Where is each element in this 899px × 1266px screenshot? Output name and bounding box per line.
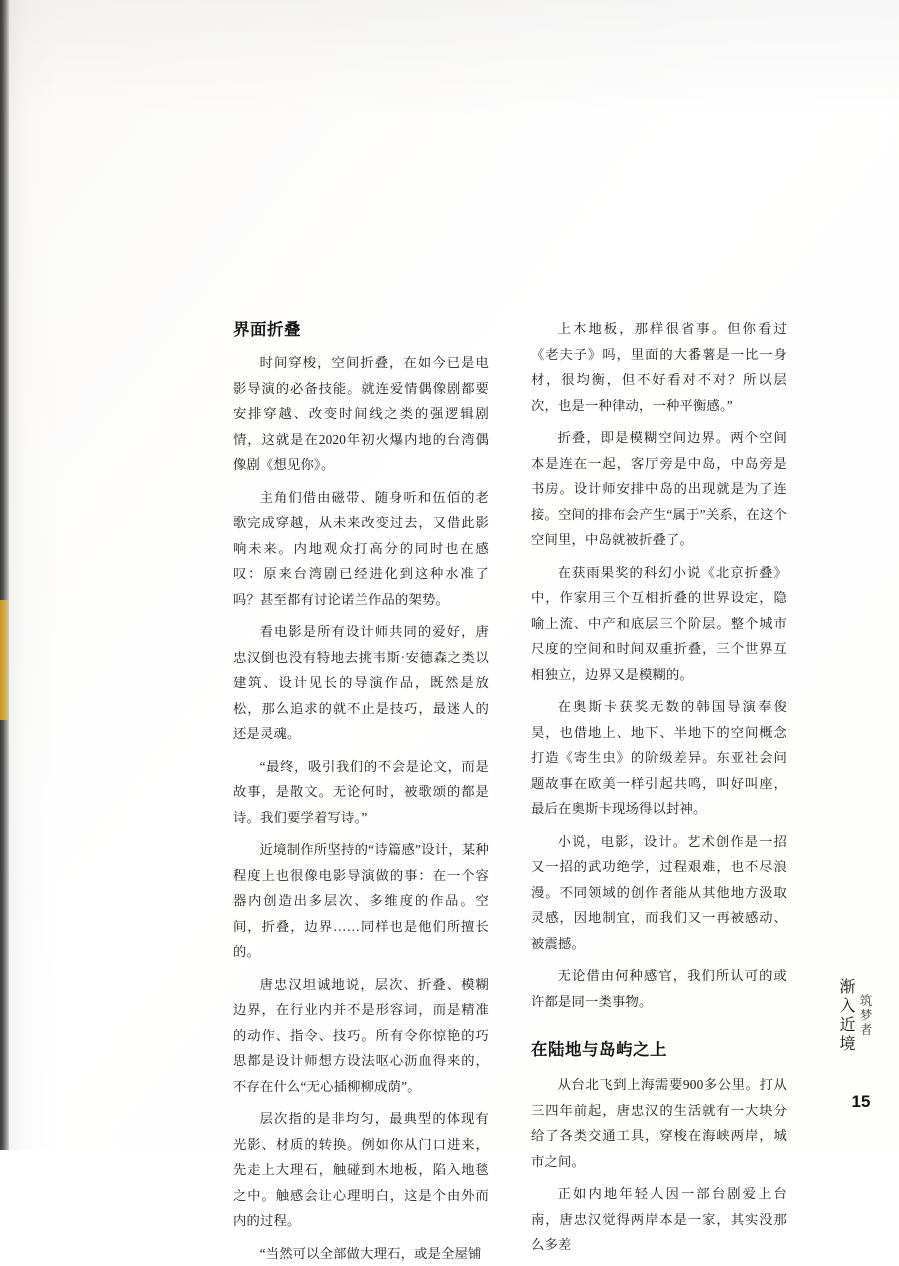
paragraph: 看电影是所有设计师共同的爱好，唐忠汉倒也没有特地去挑韦斯·安德森之类以建筑、设计见长的导演作品，既然是放松，那么追求的就不止是技巧，最迷人的还是灵魂。: [233, 619, 489, 747]
page-edge-accent: [0, 600, 9, 720]
paragraph: 小说，电影，设计。艺术创作是一招又一招的武功绝学，过程艰难，也不尽浪漫。不同领域的创作者能从其他地方汲取灵感，因地制宜，而我们又一再被感动、被震撼。: [531, 829, 787, 957]
paragraph: “当然可以全部做大理石，或是全屋铺: [233, 1241, 489, 1266]
page-edge-shadow: [0, 0, 9, 1150]
sidebar-series-label: 筑梦者: [858, 994, 872, 1038]
right-column: [531, 316, 787, 1126]
page-number: 15: [847, 1092, 875, 1112]
paragraph: “最终，吸引我们的不会是论文，而是故事，是散文。无论何时，被歌颂的都是诗。我们要学着写诗。”: [233, 754, 489, 831]
paragraph: 上木地板，那样很省事。但你看过《老夫子》吗，里面的大番薯是一比一身材，很均衡，但不好看对不对？所以层次，也是一种律动，一种平衡感。”: [531, 316, 787, 418]
paragraph: 正如内地年轻人因一部台剧爱上台南，唐忠汉觉得两岸本是一家，其实没那么多差: [531, 1181, 787, 1258]
section-heading-left: 界面折叠: [233, 316, 489, 340]
paragraph: 主角们借由磁带、随身听和伍佰的老歌完成穿越，从未来改变过去，又借此影响未来。内地观众打高分的同时也在感叹：原来台湾剧已经进化到这种水准了吗？甚至都有讨论诺兰作品的架势。: [233, 485, 489, 613]
paragraph: 近境制作所坚持的“诗篇感”设计，某种程度上也很像电影导演做的事：在一个容器内创造出多层次、多维度的作品。空间，折叠，边界……同样也是他们所擅长的。: [233, 837, 489, 965]
article-body: [233, 316, 787, 1126]
section-heading-right: 在陆地与岛屿之上: [531, 1036, 787, 1060]
paragraph: 无论借由何种感官，我们所认可的或许都是同一类事物。: [531, 963, 787, 1014]
paragraph: 折叠，即是模糊空间边界。两个空间本是连在一起，客厅旁是中岛，中岛旁是书房。设计师安排中岛的出现就是为了连接。空间的排布会产生“属于”关系，在这个空间里，中岛就被折叠了。: [531, 425, 787, 553]
paragraph: 从台北飞到上海需要900多公里。打从三四年前起，唐忠汉的生活就有一大块分给了各类交通工具，穿梭在海峡两岸，城市之间。: [531, 1072, 787, 1174]
paragraph: 唐忠汉坦诚地说，层次、折叠、模糊边界，在行业内并不是形容词，而是精准的动作、指令、技巧。所有令你惊艳的巧思都是设计师想方设法呕心沥血得来的，不存在什么“无心插柳柳成荫”。: [233, 972, 489, 1100]
paragraph: 时间穿梭，空间折叠，在如今已是电影导演的必备技能。就连爱情偶像剧都要安排穿越、改变时间线之类的强逻辑剧情，这就是在2020年初火爆内地的台湾偶像剧《想见你》。: [233, 350, 489, 478]
sidebar-article-title: 渐入近境: [837, 978, 854, 1054]
paragraph: 在获雨果奖的科幻小说《北京折叠》中，作家用三个互相折叠的世界设定，隐喻上流、中产和底层三个阶层。整个城市尺度的空间和时间双重折叠，三个世界互相独立，边界又是模糊的。: [531, 560, 787, 688]
left-column: [233, 316, 489, 1126]
sidebar-running-title: [849, 978, 875, 1054]
paragraph: 在奥斯卡获奖无数的韩国导演奉俊昊，也借地上、地下、半地下的空间概念打造《寄生虫》的阶级差异。东亚社会问题故事在欧美一样引起共鸣，叫好叫座，最后在奥斯卡现场得以封神。: [531, 694, 787, 822]
paragraph: 层次指的是非均匀，最典型的体现有光影、材质的转换。例如你从门口进来，先走上大理石，触碰到木地板，陷入地毯之中。触感会让心理明白，这是个由外而内的过程。: [233, 1106, 489, 1234]
